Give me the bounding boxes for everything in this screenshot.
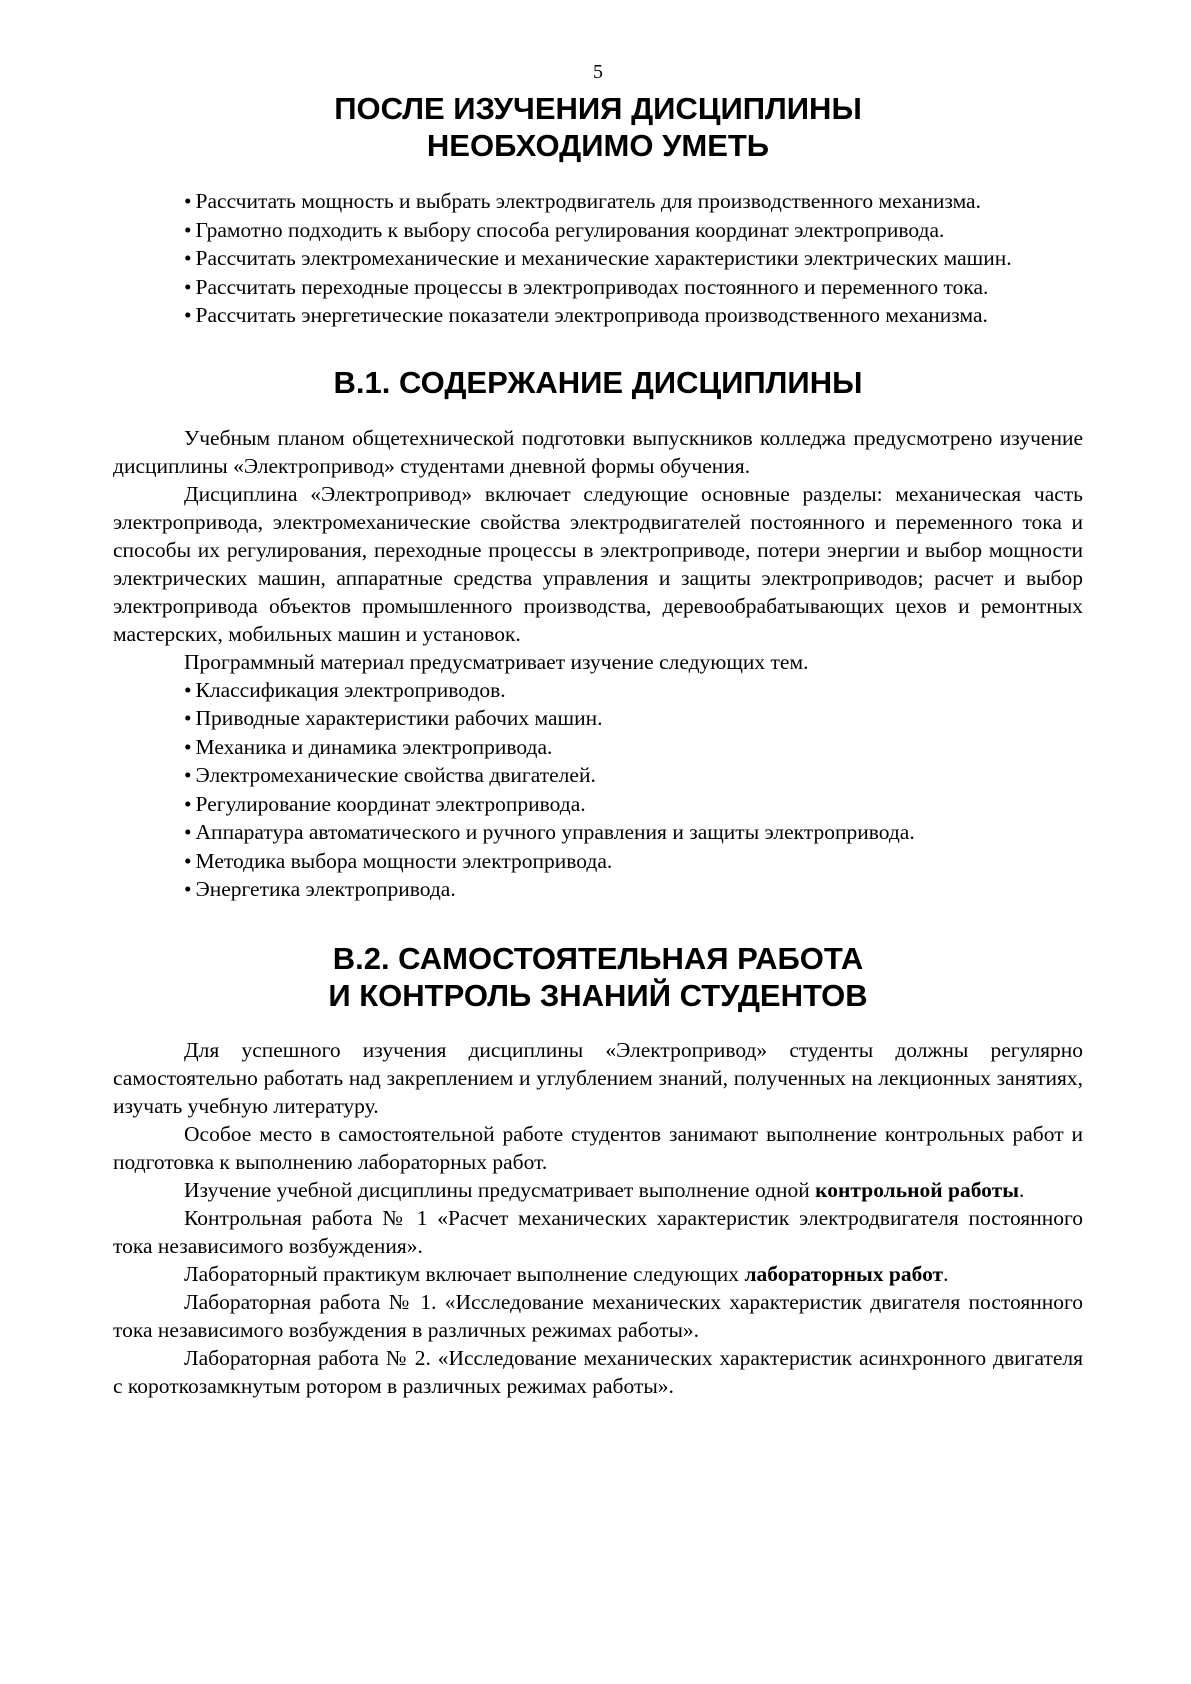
bullet-icon: • <box>184 877 192 901</box>
bullet-icon: • <box>184 274 192 299</box>
section-title-line: НЕОБХОДИМО УМЕТЬ <box>426 128 770 163</box>
bold-term: лабораторных работ <box>744 1261 944 1286</box>
bullet-icon: • <box>184 706 192 730</box>
paragraph: Для успешного изучения дисциплины «Электропривод» студенты должны регулярно самостоятельно работать над закреплением и углублением знаний, полученных на лекционных занятиях, изучать учебную литературу. <box>113 1037 1083 1118</box>
bullet-icon: • <box>184 734 192 759</box>
bullet-icon: • <box>184 246 192 270</box>
bullet-icon: • <box>184 677 192 702</box>
paragraph: Программный материал предусматривает изучение следующих тем. <box>184 649 809 674</box>
list-item: • Рассчитать энергетические показатели электропривода производственного механизма. <box>113 301 1083 330</box>
section-title-line: ПОСЛЕ ИЗУЧЕНИЯ ДИСЦИПЛИНЫ <box>334 91 862 126</box>
bullet-icon: • <box>184 791 192 816</box>
paragraph: Контрольная работа № 1 «Расчет механических характеристик электродвигателя постоянного тока независимого возбуждения». <box>113 1205 1083 1258</box>
list-item: • Рассчитать переходные процессы в электроприводах постоянного и переменного тока. <box>113 273 1083 302</box>
paragraph: Изучение учебной дисциплины предусматривает выполнение одной контрольной работы. <box>184 1177 1025 1202</box>
section-title-content: В.1. СОДЕРЖАНИЕ ДИСЦИПЛИНЫ <box>333 364 863 400</box>
paragraph: Лабораторный практикум включает выполнение следующих лабораторных работ. <box>184 1261 949 1286</box>
bullet-icon: • <box>184 189 192 213</box>
section-title-self-study <box>113 940 1083 1014</box>
list-item: • Рассчитать мощность и выбрать электродвигатель для производственного механизма. <box>113 187 1083 216</box>
paragraph: Лабораторная работа № 2. «Исследование механических характеристик асинхронного двигателя с короткозамкнутым ротором в различных режимах работы». <box>113 1345 1083 1398</box>
bullet-icon: • <box>184 303 192 327</box>
bold-term: контрольной работы <box>815 1177 1019 1202</box>
list-item: • Методика выбора мощности электропривода. <box>113 847 1083 876</box>
page-number: 5 <box>593 61 603 83</box>
bullet-icon: • <box>184 820 192 844</box>
bullet-icon: • <box>184 763 192 787</box>
topics-list <box>113 676 1083 904</box>
list-item: • Приводные характеристики рабочих машин. <box>113 704 1083 733</box>
bullet-icon: • <box>184 217 192 242</box>
section-title-skills <box>113 90 1083 164</box>
document-page <box>113 60 1083 1400</box>
section-title-line: И КОНТРОЛЬ ЗНАНИЙ СТУДЕНТОВ <box>328 977 868 1013</box>
list-item: • Электромеханические свойства двигателей. <box>113 761 1083 790</box>
list-item: • Рассчитать электромеханические и механические характеристики электрических машин. <box>113 244 1083 273</box>
paragraph: Лабораторная работа № 1. «Исследование механических характеристик двигателя постоянного тока независимого возбуждения в различных режимах работы». <box>113 1289 1083 1342</box>
paragraph: Учебным планом общетехнической подготовки выпускников колледжа предусмотрено изучение дисциплины «Электропривод» студентами дневной формы обучения. <box>113 425 1083 478</box>
list-item: • Аппаратура автоматического и ручного управления и защиты электропривода. <box>113 818 1083 847</box>
list-item: • Классификация электроприводов. <box>113 676 1083 705</box>
list-item: • Энергетика электропривода. <box>113 875 1083 904</box>
list-item: • Регулирование координат электропривода. <box>113 790 1083 819</box>
bullet-icon: • <box>184 848 192 873</box>
list-item: • Грамотно подходить к выбору способа регулирования координат электропривода. <box>113 216 1083 245</box>
section-title-line: В.2. САМОСТОЯТЕЛЬНАЯ РАБОТА <box>332 940 864 976</box>
paragraph: Особое место в самостоятельной работе студентов занимают выполнение контрольных работ и подготовка к выполнению лабораторных работ. <box>113 1121 1083 1174</box>
skills-list <box>113 187 1083 330</box>
paragraph: Дисциплина «Электропривод» включает следующие основные разделы: механическая часть электропривода, электромеханические свойства электродвигателей постоянного и переменного тока и способы их регулирования, переходные процессы в электроприводе, потери энергии и выбор мощности электрических машин, аппаратные средства управления и защиты электроприводов; расчет и выбор электропривода объектов промышленного производства, деревообрабатывающих цехов и ремонтных мастерских, мобильных машин и установок. <box>113 481 1083 646</box>
list-item: • Механика и динамика электропривода. <box>113 733 1083 762</box>
